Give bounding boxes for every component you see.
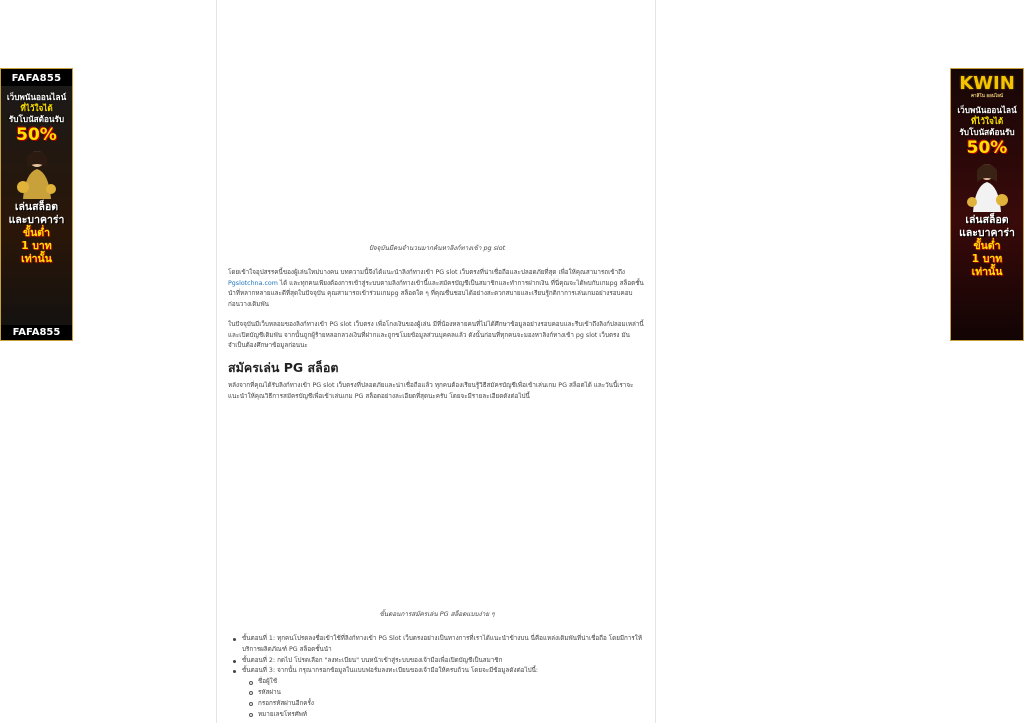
- sub-list-item: กรอกรหัสผ่านอีกครั้ง: [242, 699, 644, 710]
- banner-model-figure: [965, 160, 1009, 212]
- banner-line: ที่ไว้ใจได้: [970, 116, 1004, 126]
- list-item: ขั้นตอนที่ 1: ทุกคนโปรดลงชื่อเข้าใช้ที่ลิงก์ทางเข้า PG Slot เว็บตรงอย่างเป็นทางการที่เราได้แนะนำข้างบน นี่คือแหล่งเดิมพันที่น่าเชื่อถือ โดยมีการให้บริการผลิตภัณฑ์ PG สล็อตชั้นนำ: [228, 634, 644, 656]
- banner-line: และบาคาร่า: [959, 227, 1015, 239]
- sub-list-item: รหัสผ่าน: [242, 688, 644, 699]
- banner-percent: 50%: [966, 138, 1008, 158]
- banner-line: รับโบนัสต้อนรับ: [959, 127, 1015, 137]
- banner-line: รับโบนัสต้อนรับ: [8, 114, 65, 124]
- left-ad-banner[interactable]: [0, 68, 73, 341]
- banner-line: ที่ไว้ใจได้: [20, 103, 53, 113]
- paragraph-text: หลังจากที่คุณได้รับลิงก์ทางเข้า PG slot เว็บตรงที่ปลอดภัยและน่าเชื่อถือแล้ว ทุกคนต้องเรียนรู้วิธีสมัครบัญชีเพื่อเข้าเล่นเกม PG สล็อตได้ และวันนี้เราจะแนะนำให้คุณวิธีการสมัครบัญชีเพื่อเข้าเล่นเกม PG สล็อตอย่างละเอียดที่สุดนะครับ โดยจะมีรายละเอียดดังต่อไปนี้: [228, 382, 634, 400]
- list-item-text: ขั้นตอนที่ 3: จากนั้น กรุณากรอกข้อมูลในแบบฟอร์มลงทะเบียนของเจ้ามือให้ครบถ้วน โดยจะมีข้อมูลดังต่อไปนี้:: [242, 667, 539, 675]
- banner-line: เว็บพนันออนไลน์: [6, 92, 67, 102]
- banner-logo-sub: คาสิโน ออนไลน์: [971, 94, 1003, 99]
- banner-line: เล่นสล็อต: [965, 214, 1009, 226]
- article-column: [216, 0, 656, 723]
- banner-brand-top: FAFA855: [1, 69, 72, 86]
- image-caption: ขั้นตอนการสมัครเล่น PG สล็อตแบบง่าย ๆ: [379, 610, 495, 618]
- article-paragraph: [228, 320, 644, 352]
- article-paragraph: [228, 381, 644, 402]
- steps-list: [228, 634, 644, 720]
- section-heading: สมัครเล่น PG สล็อต: [228, 360, 339, 375]
- banner-line: และบาคาร่า: [8, 214, 65, 226]
- banner-percent: 50%: [16, 125, 57, 145]
- banner-line: เว็บพนันออนไลน์: [957, 105, 1017, 115]
- banner-line: เท่านั้น: [971, 266, 1003, 278]
- sub-list: [242, 677, 644, 720]
- list-item: ขั้นตอนที่ 2: กดไป โปรดเลือก "ลงทะเบียน" บนหน้าเข้าสู่ระบบของเจ้ามือเพื่อเปิดบัญชีเป็นสมาชิก: [228, 656, 644, 667]
- image-caption: ปัจจุบันมีคนจำนวนมากค้นหาลิงก์ทางเข้า pg slot: [368, 244, 506, 252]
- article-image-placeholder: [228, 0, 644, 236]
- sub-list-item: หมายเลขโทรศัพท์: [242, 710, 644, 721]
- article-paragraph: [228, 268, 644, 311]
- paragraph-text: ในปัจจุบันมีเว็บหลอมของลิงก์ทางเข้า PG slot เว็บตรง เพื่อโกงเงินของผู้เล่น มีที่น้องหลายคนที่ไม่ได้ศึกษาข้อมูลอย่างรอบคอบและรีบเข้าถึงลิงก์ปลอมเหล่านี้ และเปิดบัญชีเดิมพัน จากนั้นถูกผู้ร้ายหลอกลวงเงินที่ฝากและถูกขโมยข้อมูลส่วนบุคคลแล้ว ดังนั้นก่อนที่ทุกคนจะมองหาลิงก์ทางเข้า pg slot เว็บตรง มันจำเป็นต้องศึกษาข้อมูลก่อนนะ: [228, 321, 644, 350]
- site-link[interactable]: Pgslotchna.com: [228, 279, 278, 287]
- banner-line: 1 บาท: [971, 253, 1003, 265]
- list-item: [228, 666, 644, 720]
- banner-line: เล่นสล็อต: [14, 201, 59, 213]
- article-image-placeholder: [228, 410, 644, 606]
- sub-list-item: ชื่อผู้ใช้: [242, 677, 644, 688]
- paragraph-text: ได้ และทุกคนเพียงต้องการเข้าสู่ระบบตามลิงก์ทางเข้านี้และสมัครบัญชีเป็นสมาชิกและทำการฝากเงิน ที่นี่คุณจะได้พบกับเกมpg สล็อตชั้นนำที่หลากหลายและดีที่สุดในปัจจุบัน คุณสามารถเข้าร่วมเกมpg สล็อตใด ๆ ที่คุณชื่นชอบได้อย่างสะดวกสบายและเรียนรู้กติกาการเล่นเกมอย่างรอบคอบก่อนวางเดิมพัน: [228, 279, 644, 309]
- banner-logo: KWIN: [959, 73, 1015, 94]
- right-ad-banner[interactable]: [950, 68, 1024, 341]
- paragraph-text: โดยเข้าใจอุปสรรคนี้ของผู้เล่นใหม่บางคน บทความนี้จึงได้แนะนำลิงก์ทางเข้า PG slot เว็บตรงที่น่าเชื่อถือและปลอดภัยที่สุด เพื่อให้คุณสามารถเข้าถึง: [228, 269, 625, 276]
- banner-line: เท่านั้น: [21, 253, 52, 265]
- banner-brand-bottom: FAFA855: [1, 325, 72, 340]
- banner-line: ขั้นต่ำ: [22, 227, 51, 239]
- banner-line: ขั้นต่ำ: [973, 240, 1001, 252]
- banner-line: 1 บาท: [21, 240, 52, 252]
- banner-model-figure: [15, 147, 59, 199]
